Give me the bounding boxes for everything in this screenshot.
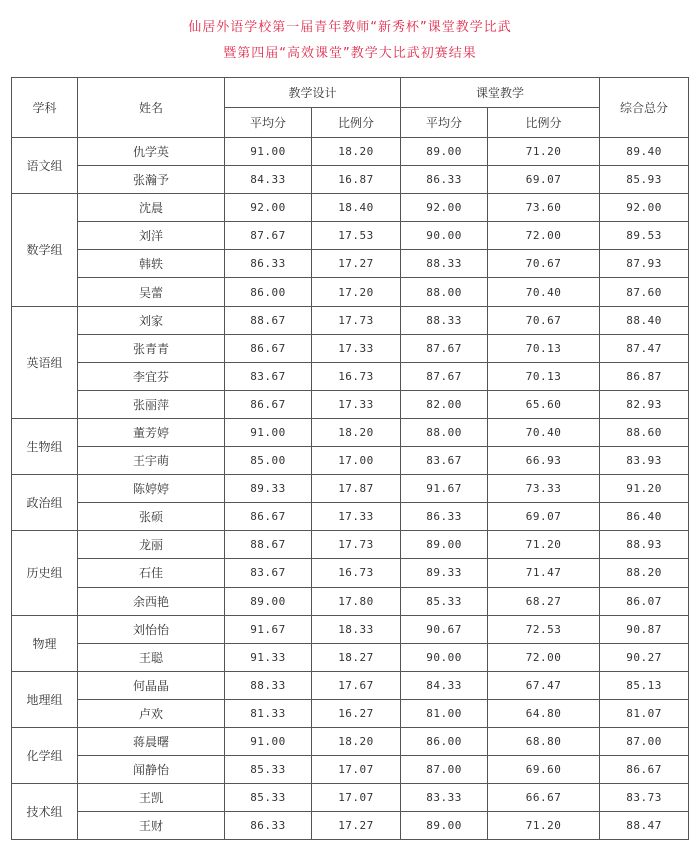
table-row	[12, 812, 689, 840]
teaching-ratio-cell: 73.60	[488, 194, 600, 222]
table-row	[12, 784, 689, 812]
name-cell: 张瀚予	[78, 166, 225, 194]
teaching-avg-cell: 89.00	[401, 531, 488, 559]
subject-cell: 政治组	[12, 475, 78, 531]
teaching-avg-cell: 87.67	[401, 362, 488, 390]
design-avg-cell: 83.67	[225, 362, 312, 390]
teaching-avg-cell: 89.33	[401, 559, 488, 587]
total-cell: 85.93	[600, 166, 689, 194]
name-cell: 王聪	[78, 643, 225, 671]
design-avg-cell: 85.33	[225, 784, 312, 812]
total-cell: 81.07	[600, 699, 689, 727]
design-avg-cell: 83.67	[225, 559, 312, 587]
teaching-ratio-cell: 69.07	[488, 166, 600, 194]
design-avg-cell: 91.67	[225, 615, 312, 643]
design-avg-cell: 86.67	[225, 334, 312, 362]
design-ratio-cell: 17.73	[312, 531, 401, 559]
teaching-ratio-cell: 69.60	[488, 756, 600, 784]
table-row	[12, 756, 689, 784]
teaching-ratio-cell: 65.60	[488, 390, 600, 418]
header-name: 姓名	[78, 78, 225, 138]
teaching-avg-cell: 87.67	[401, 334, 488, 362]
name-cell: 余西艳	[78, 587, 225, 615]
total-cell: 86.87	[600, 362, 689, 390]
total-cell: 89.53	[600, 222, 689, 250]
design-ratio-cell: 17.87	[312, 475, 401, 503]
design-avg-cell: 81.33	[225, 699, 312, 727]
teaching-ratio-cell: 64.80	[488, 699, 600, 727]
total-cell: 92.00	[600, 194, 689, 222]
name-cell: 陈婷婷	[78, 475, 225, 503]
total-cell: 87.60	[600, 278, 689, 306]
results-table	[11, 77, 689, 840]
teaching-ratio-cell: 70.13	[488, 334, 600, 362]
teaching-ratio-cell: 70.40	[488, 418, 600, 446]
teaching-ratio-cell: 68.27	[488, 587, 600, 615]
name-cell: 龙丽	[78, 531, 225, 559]
design-ratio-cell: 17.20	[312, 278, 401, 306]
total-cell: 89.40	[600, 138, 689, 166]
name-cell: 张硕	[78, 503, 225, 531]
design-avg-cell: 91.00	[225, 138, 312, 166]
design-ratio-cell: 17.07	[312, 756, 401, 784]
table-row	[12, 334, 689, 362]
teaching-avg-cell: 88.00	[401, 278, 488, 306]
design-ratio-cell: 17.33	[312, 390, 401, 418]
name-cell: 蒋晨曙	[78, 727, 225, 755]
design-avg-cell: 86.33	[225, 812, 312, 840]
total-cell: 86.40	[600, 503, 689, 531]
design-ratio-cell: 17.67	[312, 671, 401, 699]
document-title: 仙居外语学校第一届青年教师“新秀杯”课堂教学比武	[188, 20, 512, 35]
header-design-avg: 平均分	[225, 108, 312, 138]
name-cell: 吴蕾	[78, 278, 225, 306]
table-row	[12, 138, 689, 166]
table-row	[12, 194, 689, 222]
table-row	[12, 306, 689, 334]
design-avg-cell: 85.00	[225, 447, 312, 475]
teaching-avg-cell: 89.00	[401, 138, 488, 166]
design-avg-cell: 92.00	[225, 194, 312, 222]
subject-cell: 化学组	[12, 727, 78, 783]
table-row	[12, 643, 689, 671]
teaching-avg-cell: 88.33	[401, 250, 488, 278]
table-row	[12, 362, 689, 390]
teaching-ratio-cell: 69.07	[488, 503, 600, 531]
total-cell: 88.47	[600, 812, 689, 840]
teaching-avg-cell: 88.33	[401, 306, 488, 334]
total-cell: 88.60	[600, 418, 689, 446]
name-cell: 董芳婷	[78, 418, 225, 446]
teaching-ratio-cell: 67.47	[488, 671, 600, 699]
design-avg-cell: 85.33	[225, 756, 312, 784]
name-cell: 仇学英	[78, 138, 225, 166]
design-ratio-cell: 18.20	[312, 138, 401, 166]
header-total: 综合总分	[600, 78, 689, 138]
total-cell: 91.20	[600, 475, 689, 503]
teaching-ratio-cell: 70.40	[488, 278, 600, 306]
teaching-avg-cell: 88.00	[401, 418, 488, 446]
subject-cell: 技术组	[12, 784, 78, 840]
name-cell: 沈晨	[78, 194, 225, 222]
design-ratio-cell: 17.27	[312, 812, 401, 840]
teaching-ratio-cell: 72.53	[488, 615, 600, 643]
table-row	[12, 587, 689, 615]
table-row	[12, 222, 689, 250]
design-ratio-cell: 16.73	[312, 362, 401, 390]
name-cell: 刘怡怡	[78, 615, 225, 643]
teaching-avg-cell: 82.00	[401, 390, 488, 418]
teaching-ratio-cell: 73.33	[488, 475, 600, 503]
design-ratio-cell: 18.27	[312, 643, 401, 671]
design-ratio-cell: 17.53	[312, 222, 401, 250]
subject-cell: 物理	[12, 615, 78, 671]
design-ratio-cell: 16.73	[312, 559, 401, 587]
teaching-avg-cell: 86.00	[401, 727, 488, 755]
teaching-avg-cell: 87.00	[401, 756, 488, 784]
teaching-avg-cell: 90.67	[401, 615, 488, 643]
design-ratio-cell: 16.87	[312, 166, 401, 194]
table-row	[12, 475, 689, 503]
table-row	[12, 166, 689, 194]
design-avg-cell: 91.00	[225, 418, 312, 446]
name-cell: 王财	[78, 812, 225, 840]
table-row	[12, 699, 689, 727]
design-ratio-cell: 18.20	[312, 727, 401, 755]
design-ratio-cell: 18.40	[312, 194, 401, 222]
design-avg-cell: 91.00	[225, 727, 312, 755]
design-ratio-cell: 17.80	[312, 587, 401, 615]
total-cell: 87.47	[600, 334, 689, 362]
total-cell: 86.07	[600, 587, 689, 615]
design-ratio-cell: 17.27	[312, 250, 401, 278]
total-cell: 85.13	[600, 671, 689, 699]
design-ratio-cell: 17.73	[312, 306, 401, 334]
teaching-avg-cell: 83.67	[401, 447, 488, 475]
subject-cell: 历史组	[12, 531, 78, 615]
name-cell: 张丽萍	[78, 390, 225, 418]
name-cell: 韩轶	[78, 250, 225, 278]
teaching-ratio-cell: 72.00	[488, 222, 600, 250]
total-cell: 83.73	[600, 784, 689, 812]
teaching-avg-cell: 90.00	[401, 643, 488, 671]
header-teaching-ratio: 比例分	[488, 108, 600, 138]
name-cell: 王宇萌	[78, 447, 225, 475]
name-cell: 刘家	[78, 306, 225, 334]
table-row	[12, 278, 689, 306]
name-cell: 刘洋	[78, 222, 225, 250]
teaching-avg-cell: 86.33	[401, 503, 488, 531]
document-subtitle: 暨第四届“高效课堂”教学大比武初赛结果	[223, 46, 477, 61]
design-avg-cell: 88.33	[225, 671, 312, 699]
table-row	[12, 250, 689, 278]
design-avg-cell: 86.67	[225, 503, 312, 531]
teaching-ratio-cell: 71.20	[488, 812, 600, 840]
subject-cell: 语文组	[12, 138, 78, 194]
header-teaching-avg: 平均分	[401, 108, 488, 138]
teaching-avg-cell: 89.00	[401, 812, 488, 840]
design-ratio-cell: 16.27	[312, 699, 401, 727]
total-cell: 82.93	[600, 390, 689, 418]
design-avg-cell: 89.33	[225, 475, 312, 503]
name-cell: 王凯	[78, 784, 225, 812]
subject-cell: 地理组	[12, 671, 78, 727]
table-row	[12, 671, 689, 699]
subject-cell: 生物组	[12, 418, 78, 474]
name-cell: 李宜芬	[78, 362, 225, 390]
results-body	[12, 138, 689, 840]
design-ratio-cell: 18.20	[312, 418, 401, 446]
name-cell: 张青青	[78, 334, 225, 362]
table-row	[12, 559, 689, 587]
design-avg-cell: 91.33	[225, 643, 312, 671]
teaching-ratio-cell: 71.47	[488, 559, 600, 587]
total-cell: 90.27	[600, 643, 689, 671]
total-cell: 88.40	[600, 306, 689, 334]
design-avg-cell: 88.67	[225, 531, 312, 559]
teaching-ratio-cell: 66.67	[488, 784, 600, 812]
teaching-ratio-cell: 71.20	[488, 531, 600, 559]
subject-cell: 数学组	[12, 194, 78, 306]
teaching-ratio-cell: 70.67	[488, 306, 600, 334]
table-row	[12, 418, 689, 446]
total-cell: 83.93	[600, 447, 689, 475]
name-cell: 闻静怡	[78, 756, 225, 784]
total-cell: 88.93	[600, 531, 689, 559]
name-cell: 何晶晶	[78, 671, 225, 699]
teaching-avg-cell: 84.33	[401, 671, 488, 699]
header-design: 教学设计	[225, 78, 401, 108]
total-cell: 86.67	[600, 756, 689, 784]
design-ratio-cell: 17.33	[312, 503, 401, 531]
design-avg-cell: 86.00	[225, 278, 312, 306]
table-row	[12, 447, 689, 475]
subject-cell: 英语组	[12, 306, 78, 418]
total-cell: 88.20	[600, 559, 689, 587]
design-avg-cell: 86.33	[225, 250, 312, 278]
design-ratio-cell: 17.07	[312, 784, 401, 812]
teaching-ratio-cell: 71.20	[488, 138, 600, 166]
total-cell: 90.87	[600, 615, 689, 643]
teaching-ratio-cell: 72.00	[488, 643, 600, 671]
teaching-ratio-cell: 68.80	[488, 727, 600, 755]
teaching-avg-cell: 92.00	[401, 194, 488, 222]
table-row	[12, 727, 689, 755]
teaching-avg-cell: 86.33	[401, 166, 488, 194]
total-cell: 87.00	[600, 727, 689, 755]
table-row	[12, 615, 689, 643]
table-row	[12, 503, 689, 531]
design-avg-cell: 84.33	[225, 166, 312, 194]
design-avg-cell: 86.67	[225, 390, 312, 418]
teaching-ratio-cell: 66.93	[488, 447, 600, 475]
header-design-ratio: 比例分	[312, 108, 401, 138]
teaching-avg-cell: 90.00	[401, 222, 488, 250]
header-subject: 学科	[12, 78, 78, 138]
design-ratio-cell: 17.00	[312, 447, 401, 475]
teaching-ratio-cell: 70.67	[488, 250, 600, 278]
design-avg-cell: 89.00	[225, 587, 312, 615]
teaching-ratio-cell: 70.13	[488, 362, 600, 390]
design-ratio-cell: 17.33	[312, 334, 401, 362]
name-cell: 石佳	[78, 559, 225, 587]
total-cell: 87.93	[600, 250, 689, 278]
name-cell: 卢欢	[78, 699, 225, 727]
design-avg-cell: 88.67	[225, 306, 312, 334]
header-teaching: 课堂教学	[401, 78, 600, 108]
teaching-avg-cell: 83.33	[401, 784, 488, 812]
table-row	[12, 390, 689, 418]
teaching-avg-cell: 81.00	[401, 699, 488, 727]
teaching-avg-cell: 85.33	[401, 587, 488, 615]
design-avg-cell: 87.67	[225, 222, 312, 250]
design-ratio-cell: 18.33	[312, 615, 401, 643]
table-row	[12, 531, 689, 559]
teaching-avg-cell: 91.67	[401, 475, 488, 503]
